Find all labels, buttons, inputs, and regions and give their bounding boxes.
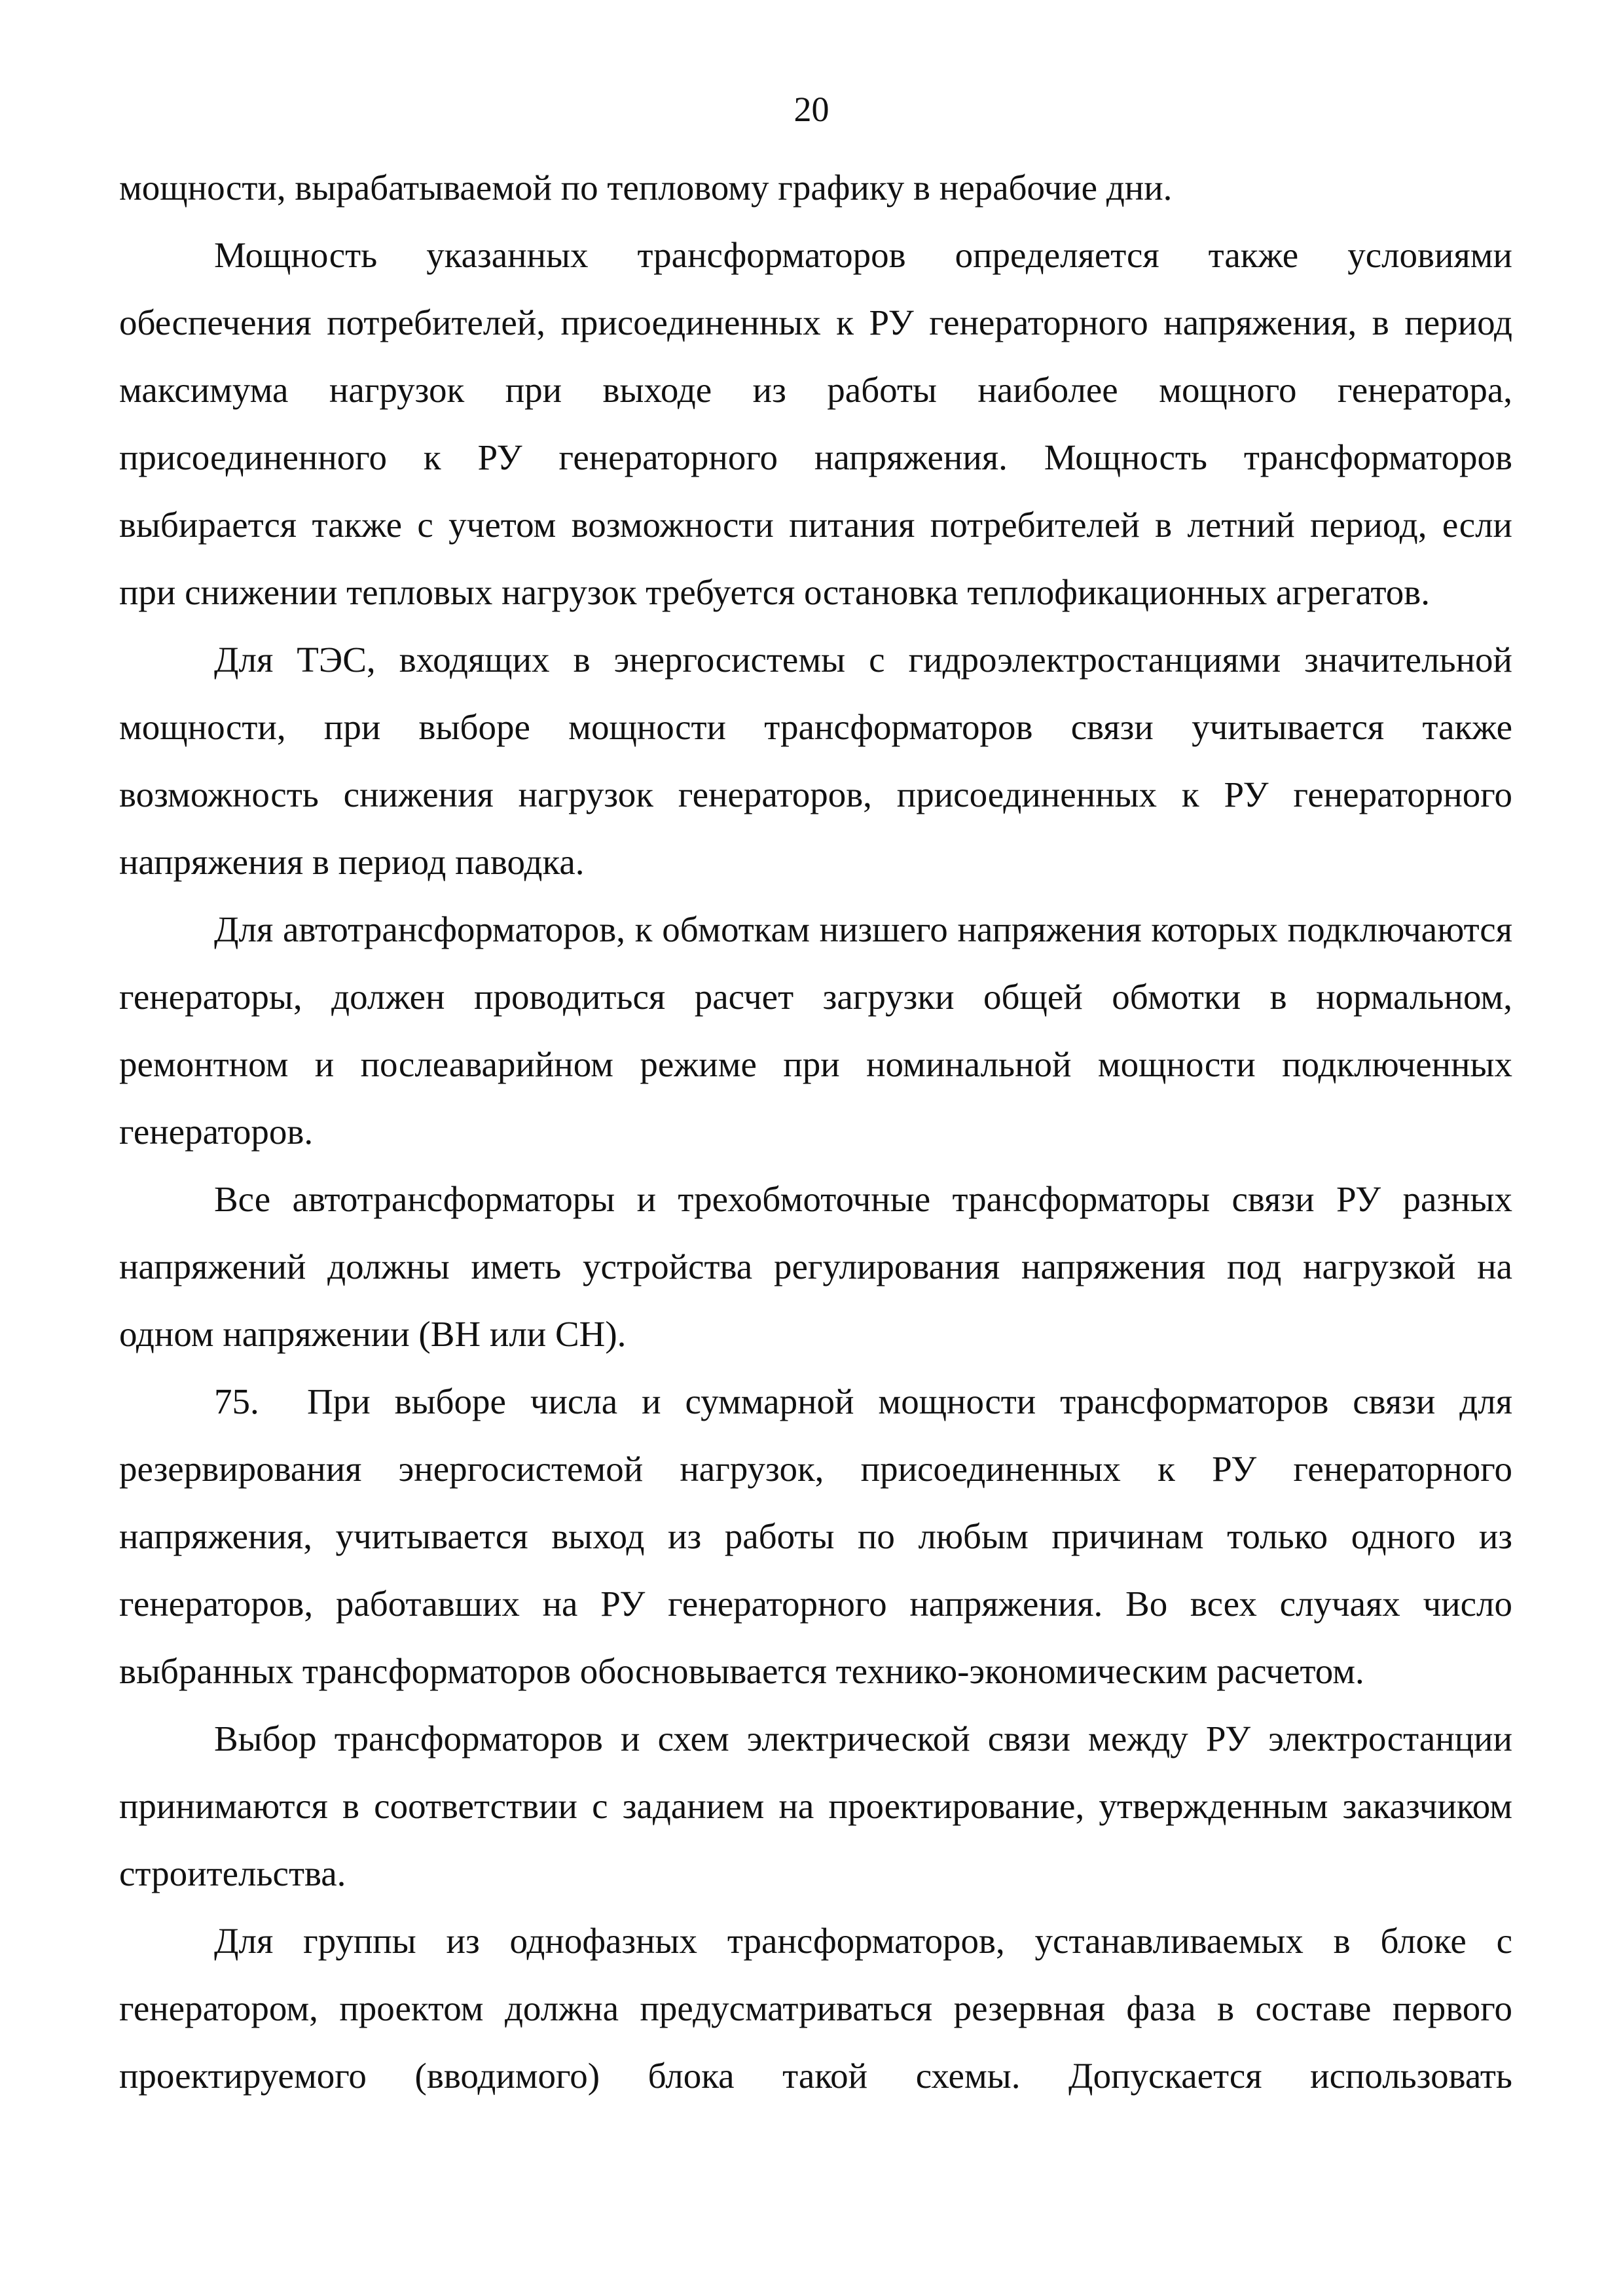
- paragraph-voltage-regulation: Все автотрансформаторы и трехобмоточные трансформаторы связи РУ разных напряжений должны иметь устройства регулирования напряжения под нагрузкой на одном напряжении (ВН или СН).: [119, 1179, 1512, 1354]
- paragraph-clause-75: [119, 1368, 1512, 1705]
- paragraph-autotransformers: Для автотрансформаторов, к обмоткам низшего напряжения которых подключаются генераторы, должен проводиться расчет загрузки общей обмотки в нормальном, ремонтном и послеаварийном режиме при номинальной мощности подключенных генераторов.: [119, 909, 1512, 1152]
- paragraph-single-phase-group: Для группы из однофазных трансформаторов, устанавливаемых в блоке с генератором, проектом должна предусматриваться резервная фаза в составе первого проектируемого (вводимого) блока такой схемы. Допускается использовать: [119, 1921, 1512, 2096]
- clause-number: 75.: [214, 1381, 259, 1421]
- page-number: 20: [793, 90, 830, 129]
- paragraph-continuation: мощности, вырабатываемой по тепловому графику в нерабочие дни.: [119, 168, 1173, 208]
- paragraph-transformer-selection: Выбор трансформаторов и схем электрической связи между РУ электростанции принимаются в соответствии с заданием на проектирование, утвержденным заказчиком строительства.: [119, 1719, 1512, 1893]
- body-text: [119, 154, 1512, 2109]
- paragraph-tes-hydro: Для ТЭС, входящих в энергосистемы с гидроэлектростанциями значительной мощности, при выборе мощности трансформаторов связи учитывается также возможность снижения нагрузок генераторов, присоединенных к РУ генераторного напряжения в период паводка.: [119, 640, 1512, 882]
- clause-75-text: При выборе числа и суммарной мощности трансформаторов связи для резервирования энергосистемой нагрузок, присоединенных к РУ генераторного напряжения, учитывается выход из работы по любым причинам только одного из генераторов, работавших на РУ генераторного напряжения. Во всех случаях число выбранных трансформаторов обосновывается технико-экономическим расчетом.: [119, 1381, 1512, 1691]
- paragraph-transformer-power: Мощность указанных трансформаторов определяется также условиями обеспечения потребителей, присоединенных к РУ генераторного напряжения, в период максимума нагрузок при выходе из работы наиболее мощного генератора, присоединенного к РУ генераторного напряжения. Мощность трансформаторов выбирается также с учетом возможности питания потребителей в летний период, если при снижении тепловых нагрузок требуется остановка теплофикационных агрегатов.: [119, 235, 1512, 612]
